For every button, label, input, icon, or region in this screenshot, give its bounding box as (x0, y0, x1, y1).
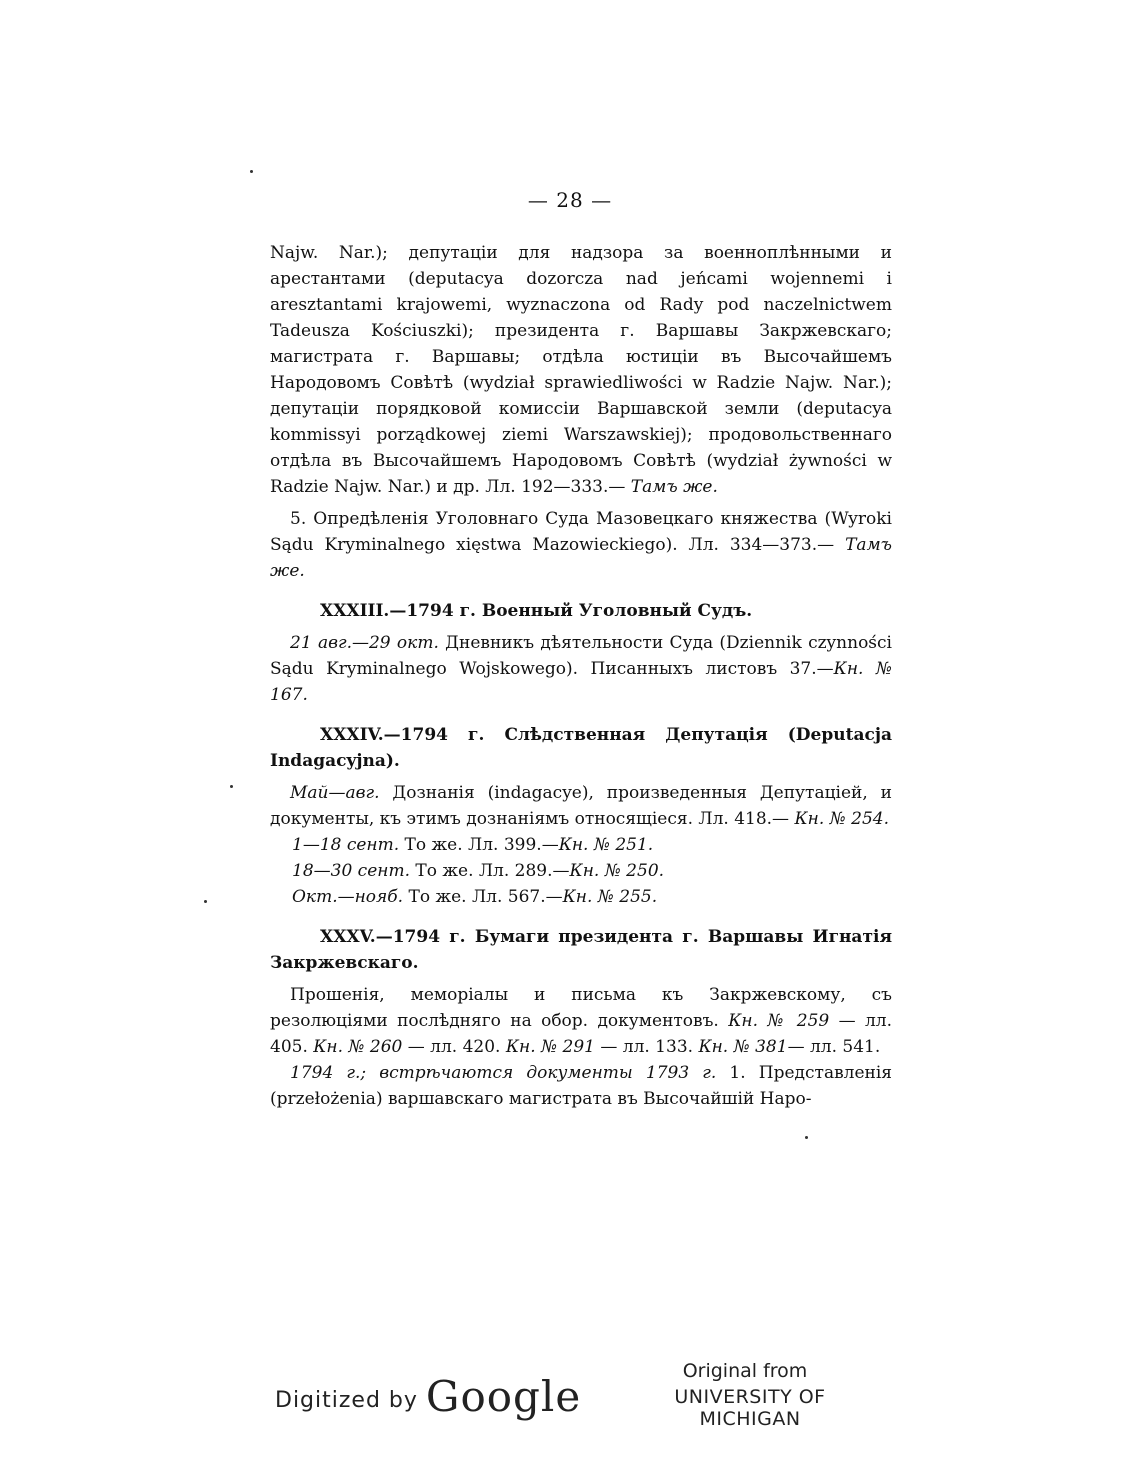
paragraph-text: — лл. 405. (270, 1011, 893, 1057)
reference: Кн. № 251. (558, 835, 654, 855)
entry-text: То же. Лл. 399.— (399, 835, 559, 855)
date-range: Окт.—нояб. (292, 887, 404, 907)
paragraph-text: Najw. Nar.); депутаціи для надзора за военноплѣнными и арестантами (deputacya dozorcza nad jeńcami wojennemi i aresztantami krajowemi, wyznaczona od Rady pod naczelnictwem Tadeusza Kościuszki); президента г. Варшавы Закржевскаго; магистрата г. Варшавы; отдѣла юстиціи въ Высочайшемъ Народовомъ Совѣтѣ (wydział sprawiedliwości w Radzie Najw. Nar.); депутаціи порядковой комиссіи Варшавской земли (deputacya kommissyi porządkowej ziemi Warszawskiej); продовольственнаго отдѣла въ Высочайшемъ Народовомъ Совѣтѣ (wydział żywności w Radzie Najw. Nar.) и др. Лл. 192—333.— (270, 243, 892, 497)
paragraph (270, 630, 892, 708)
reference: Кн. № 254. (794, 809, 889, 829)
paragraph-text: Дневникъ дѣятельности Суда (Dziennik czynności Sądu Kryminalnego Wojskowego). Писанныхъ листовъ 37.— (270, 633, 892, 679)
footer-watermark (0, 1358, 1140, 1430)
date-range: 18—30 сент. (292, 861, 410, 881)
paragraph-text: — лл. 420. (402, 1037, 506, 1057)
paragraph-text: Дознанія (indagacye), произведенныя Депутаціей, и документы, къ этимъ дознаніямъ относящіеся. Лл. 418.— (270, 783, 892, 829)
university-label: UNIVERSITY OF MICHIGAN (674, 1386, 826, 1430)
paragraph (270, 506, 892, 584)
list-item (270, 858, 892, 884)
scan-speck (204, 900, 207, 903)
paragraph (270, 982, 892, 1060)
date-note: 1794 г.; встрѣчаются документы 1793 г. (290, 1063, 717, 1083)
section-heading: XXXIII.—1794 г. Военный Уголовный Судъ. (320, 601, 753, 621)
original-from-label: Original from (682, 1360, 808, 1382)
reference: Кн. № 255. (562, 887, 658, 907)
paragraph (270, 240, 892, 500)
paragraph-text: Прошенія, меморіалы и письма къ Закржевскому, съ резолюціями послѣдняго на обор. документовъ. (270, 985, 892, 1031)
list-item (270, 884, 892, 910)
reference: Тамъ же. (270, 535, 892, 581)
date-range: Май—авг. (290, 783, 380, 803)
paragraph (270, 780, 892, 832)
date-range: 21 авг.—29 окт. (290, 633, 439, 653)
digitized-by-google (275, 1368, 582, 1421)
paragraph-text: 1. Представленія (przełożenia) варшавскаго магистрата въ Высочайшій Наро- (270, 1063, 892, 1109)
page-body (270, 240, 892, 1112)
scan-speck (250, 170, 253, 173)
reference: Кн. № 167. (270, 659, 892, 705)
reference: Кн. № 250. (569, 861, 665, 881)
section-heading: XXXV.—1794 г. Бумаги президента г. Варшавы Игнатія Закржевскаго. (270, 927, 892, 973)
section-heading: XXXIV.—1794 г. Слѣдственная Депутація (Deputacja Indagacyjna). (270, 725, 892, 771)
paragraph (270, 1060, 892, 1112)
google-logo: Google (425, 1372, 582, 1421)
reference: Кн. № 260 (313, 1037, 403, 1057)
reference: Кн. № 381 (698, 1037, 788, 1057)
entry-text: То же. Лл. 567.— (403, 887, 563, 907)
scan-speck (805, 1136, 808, 1139)
scan-speck (230, 785, 233, 788)
paragraph-text: — лл. 541. (787, 1037, 881, 1057)
list-item (270, 832, 892, 858)
reference: Тамъ же. (630, 477, 718, 497)
page-number: — 28 — (527, 188, 613, 212)
digitized-label: Digitized by (275, 1388, 418, 1413)
date-range: 1—18 сент. (292, 835, 400, 855)
paragraph-text: 5. Опредѣленія Уголовнаго Суда Мазовецкаго княжества (Wyroki Sądu Kryminalnego xięstwa Mazowieckiego). Лл. 334—373.— (270, 509, 892, 555)
reference: Кн. № 291 (505, 1037, 595, 1057)
entry-text: То же. Лл. 289.— (409, 861, 570, 881)
reference: Кн. № 259 (728, 1011, 830, 1031)
paragraph-text: — лл. 133. (594, 1037, 699, 1057)
